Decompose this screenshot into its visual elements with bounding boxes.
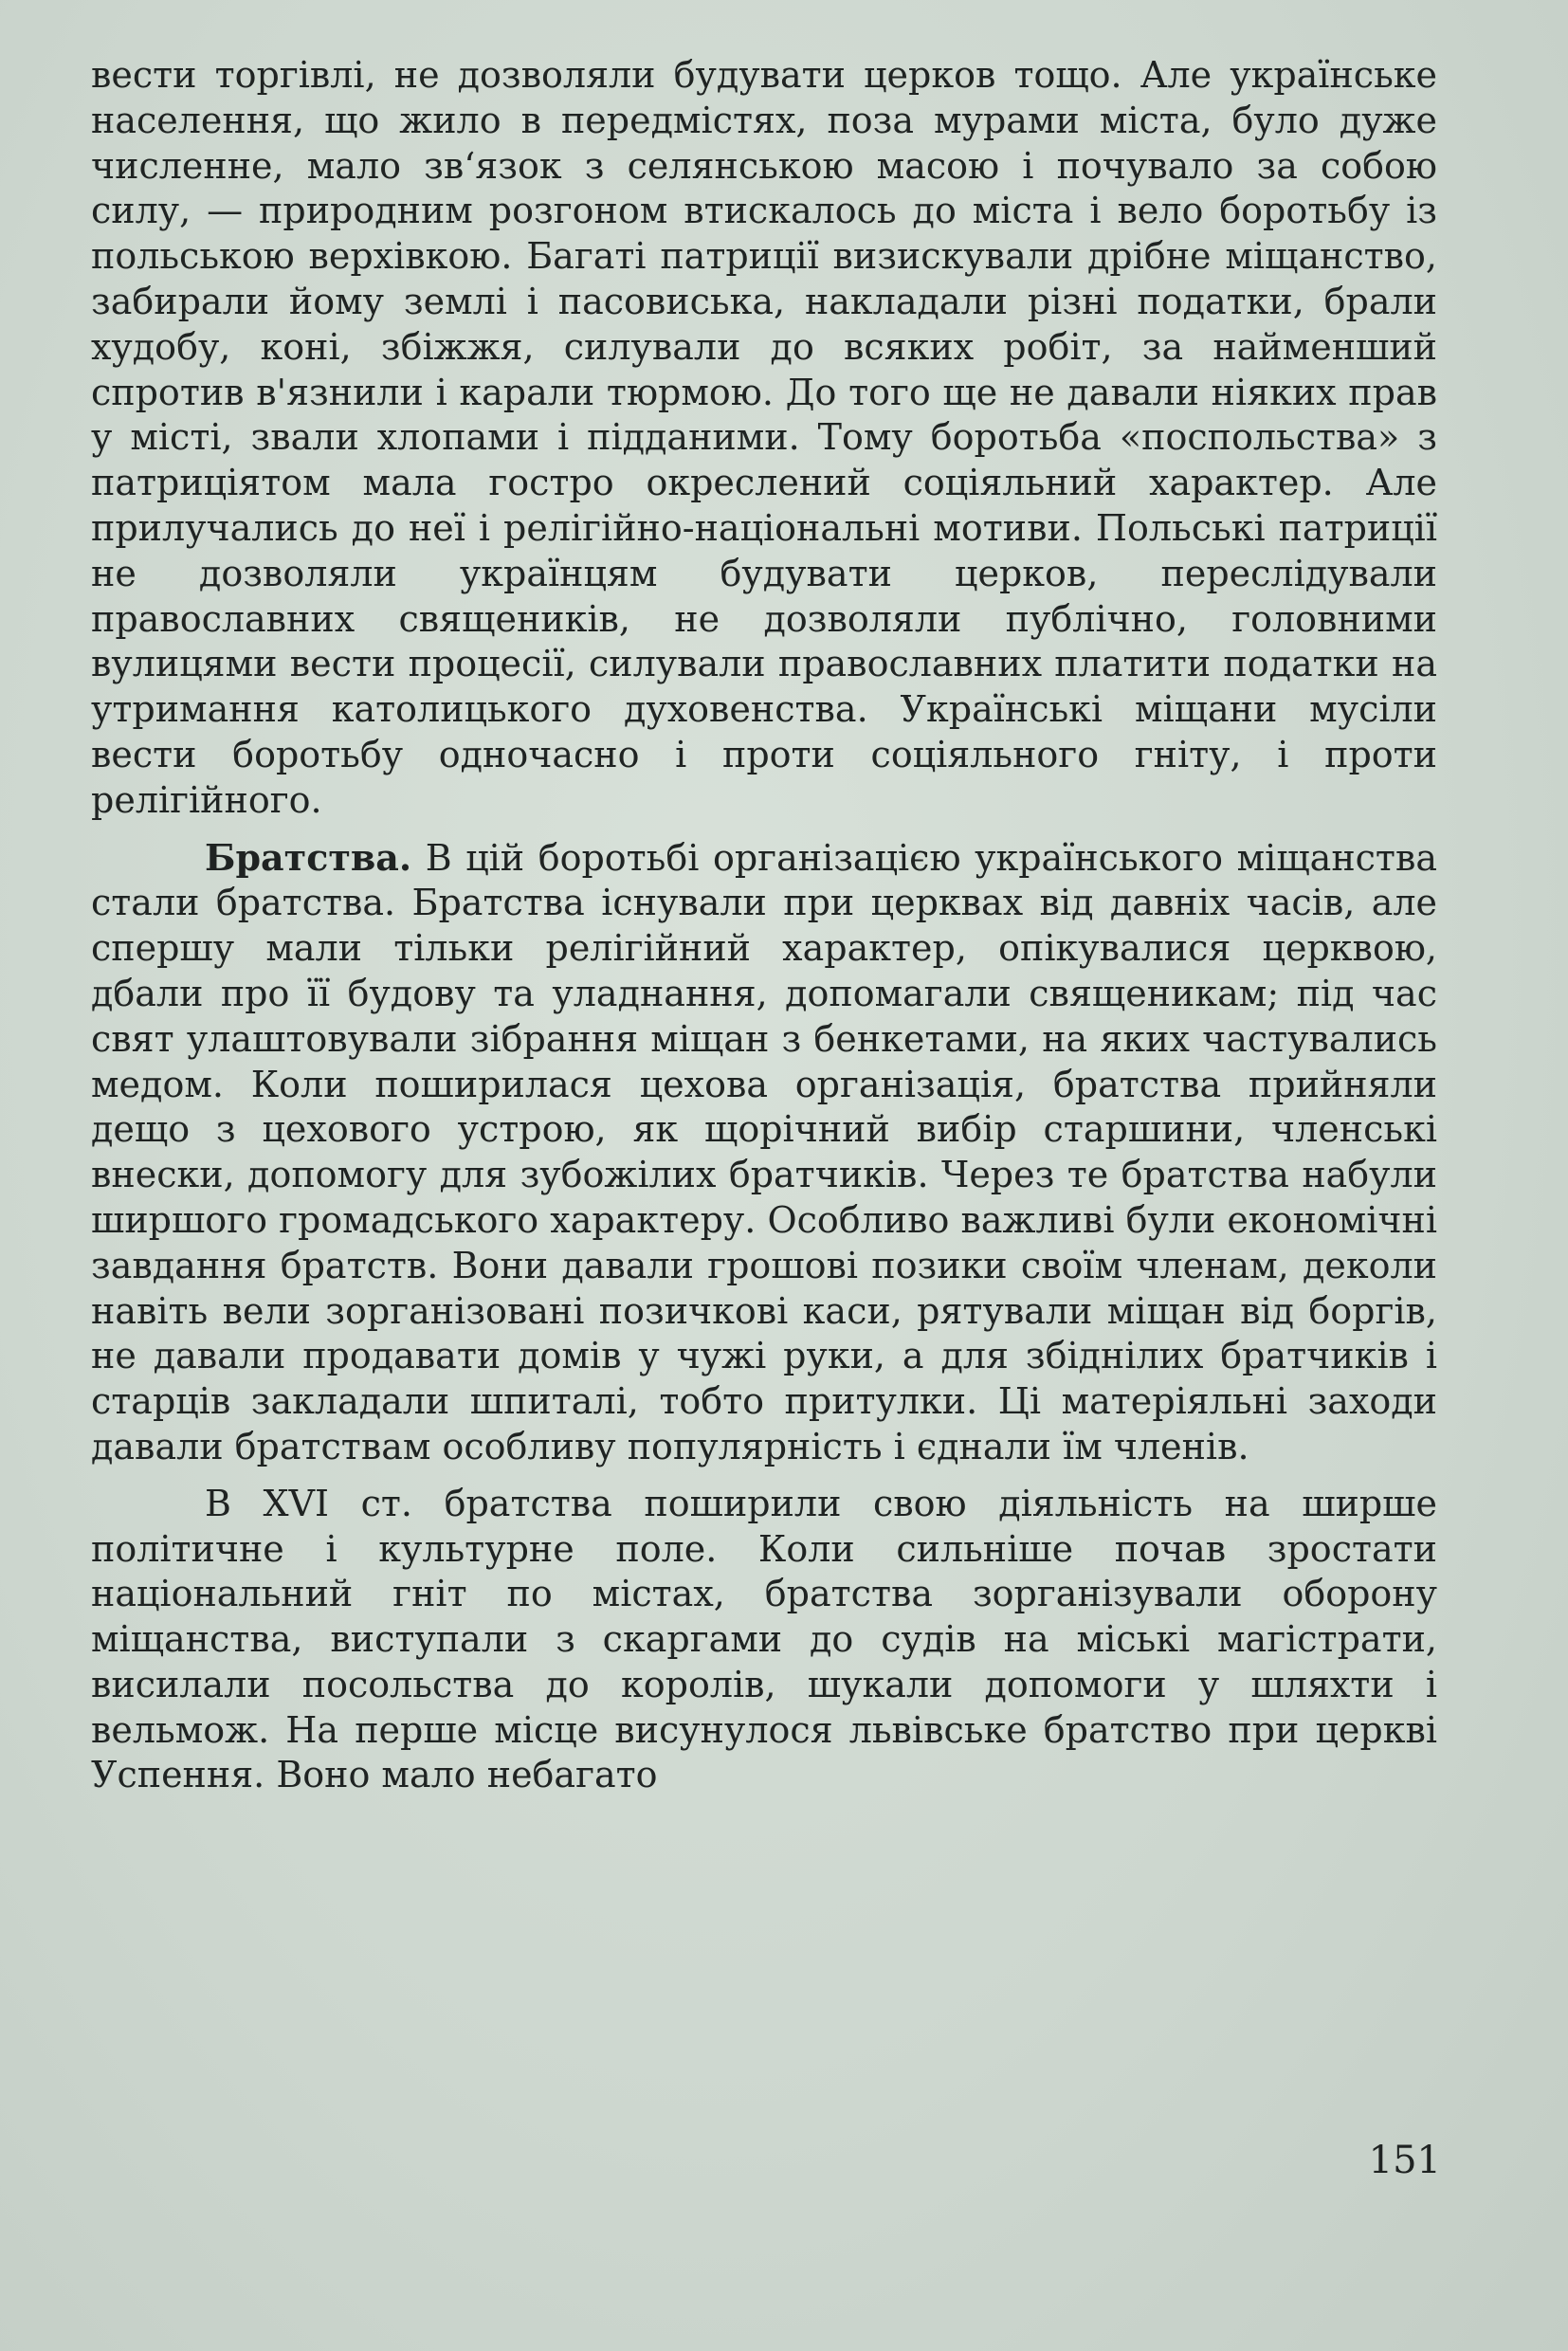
paragraph-3 (91, 1482, 1437, 1799)
paragraph-3-text: В XVI ст. братства поширили свою діяльність на ширше політичне і культурне поле. Коли сильніше почав зростати національний гніт по містах, братства зорганізували оборону міщанства, виступали з скаргами до судів на міські магістрати, висилали посольства до королів, шукали допомоги у шляхти і вельмож. На перше місце висунулося львівське братство при церкві Успення. Воно мало небагато (91, 1482, 1437, 1796)
paragraph-1 (91, 53, 1437, 824)
body-text (91, 53, 1437, 1810)
section-heading-bratstva: Братства. (205, 835, 412, 879)
paragraph-2 (91, 835, 1437, 1470)
paragraph-2-text: В цій боротьбі організацією українського міщанства стали братства. Братства існували при церквах від давніх часів, але спершу мали тільки релігійний характер, опікувалися церквою, дбали про її будову та уладнання, допомагали священикам; під час свят улаштовували зібрання міщан з бенкетами, на яких частувались медом. Коли поширилася цехова організація, братства прийняли дещо з цехового устрою, як щорічний вибір старшини, членські внески, допомогу для зубожілих братчиків. Через те братства набули ширшого громадського характеру. Особливо важливі були економічні завдання братств. Вони давали грошові позики своїм членам, деколи навіть вели зорганізовані позичкові каси, рятували міщан від боргів, не давали продавати домів у чужі руки, а для збіднілих братчиків і старців закладали шпиталі, тобто притулки. Ці матеріяльні заходи давали братствам особливу популярність і єднали їм членів. (91, 836, 1437, 1467)
paragraph-1-text: вести торгівлі, не дозволяли будувати церков тощо. Але українське населення, що жило в передмістях, поза мурами міста, було дуже численне, мало зв‘язок з селянською масою і почувало за собою силу, — природним розгоном втискалось до міста і вело боротьбу із польською верхівкою. Багаті патриції визискували дрібне міщанство, забирали йому землі і пасовиська, накладали різні податки, брали худобу, коні, збіжжя, силували до всяких робіт, за найменший спротив в'язнили і карали тюрмою. До того ще не давали ніяких прав у місті, звали хлопами і підданими. Тому боротьба «поспольства» з патриціятом мала гостро окреслений соціяльний характер. Але прилучались до неї і релігійно-національні мотиви. Польські патриції не дозволяли українцям будувати церков, переслідували православних священиків, не дозволяли публічно, головними вулицями вести процесії, силували православних платити податки на утримання католицького духовенства. Українські міщани мусіли вести боротьбу одночасно і проти соціяльного гніту, і проти релігійного. (91, 54, 1437, 821)
page-number: 151 (1368, 2139, 1441, 2182)
